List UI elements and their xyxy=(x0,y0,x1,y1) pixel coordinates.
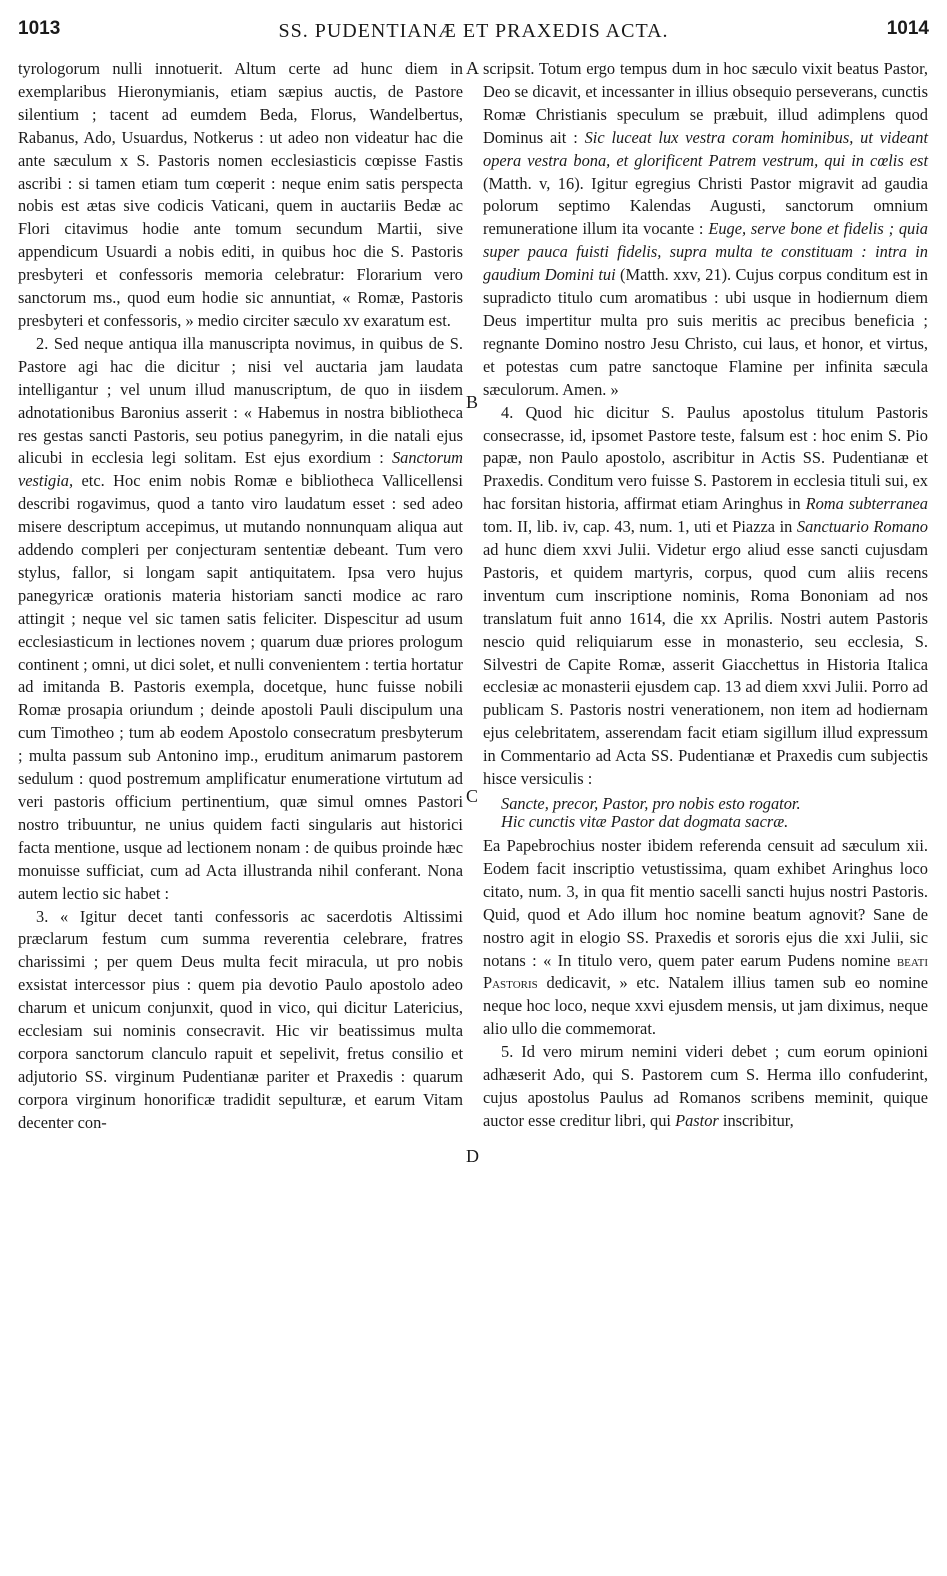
verse-line: Sancte, precor, Pastor, pro nobis esto rogator. xyxy=(501,794,801,813)
text-run: tom. II, lib. iv, cap. 43, num. 1, uti et Piazza in xyxy=(483,517,797,537)
left-paragraph-3: 3. « Igitur decet tanti confessoris ac sacerdotis Altissimi præclarum festum cum summa reverentia celebrare, fratres charissimi ; per quem Deus multa fecit miracula, ut pro nobis exsistat intercessor pius : quem pia devotio Paulo apostolo adeo charum et unicum conjunxit, quod in vico, qui dicitur Latericius, ecclesiam sui nominis consecravit. Hic vir beatissimus multa corpora sanctorum clanculo rapuit et sepelivit, fretus consilio et adjutorio SS. virginum Pudentianæ pariter et Praxedis : quarum corpora virginum honorificæ tradidit sepulturæ, et earum Vitam decenter con- xyxy=(18,906,463,1132)
page-header xyxy=(0,18,947,48)
italic-title: Roma subterranea xyxy=(805,494,928,514)
right-paragraph-4-cont xyxy=(483,835,928,1041)
text-run: Cujus corpus conditum est in supradicto titulo cum aromatibus : ubi usque in hodiernum diem Deus impertitur multa pro suis meritis ac precibus beneficia ; regnante Domino nostro Jesu Christo, cui laus, et honor, et virtus, et potestas cum patre sanctoque Flamine per infinita sæcula sæculorum. Amen. » xyxy=(483,265,928,399)
margin-mark-c: C xyxy=(466,786,479,806)
right-paragraph-1 xyxy=(483,58,928,402)
text-run: Ea Papebrochius noster ibidem referenda censuit ad sæculum xii. Eodem facit inscriptio vetustissima, quam exhibet Aringhus loco citato, num. 3, in qua fit mentio sacelli sancti hujus nostri Pastoris. Quid, quod et Ado illum hoc nomine beatum agnovit? Sane de nostro agit in elogio SS. Praxedis et sororis ejus die xxi Julii, sic notans : « In titulo vero, quem pater earum Pudens nomine xyxy=(483,836,928,970)
margin-mark-d: D xyxy=(466,1146,479,1166)
text-run: 4. Quod hic dicitur S. Paulus apostolus titulum Pastoris consecrasse, id, ipsomet Pastore teste, falsum est : hoc enim S. Pio papæ, non Paulo apostolo, ascribitur in Actis SS. Pudentianæ et Praxedis. Conditum vero fuisse S. Pastorem in ecclesia tituli sui, ex hac forsitan historia, affirmat etiam Aringhus in xyxy=(483,402,928,514)
scripture-quote: Euge, serve bone et fidelis ; quia super pauca fuisti fidelis, supra multa te constituam : intra in gaudium Domini tui xyxy=(483,219,928,285)
text-run: 5. Id vero mirum nemini videri debet ; cum eorum opinioni adhæserit Ado, qui S. Pastorem cum S. Herma illo confuderint, cujus apostolus Paulus ad Romanos scribens meminit, quique auctor esse creditur libri, qui xyxy=(483,1042,928,1130)
right-column xyxy=(483,58,928,1133)
italic-title: Pastor xyxy=(675,1110,719,1130)
margin-mark-a: A xyxy=(466,58,479,78)
margin-mark-b: B xyxy=(466,392,479,412)
scripture-ref: (Matth. xxv, 21). xyxy=(615,265,732,285)
left-column xyxy=(18,58,463,1135)
page-number-left: 1013 xyxy=(18,18,61,39)
scripture-ref: (Matth. v, 16). xyxy=(483,173,584,193)
text-run: 2. Sed neque antiqua illa manuscripta novimus, in quibus de S. Pastore agi hac die dicitur ; nisi vel auctaria jam laudata intelligantur ; vel unum illud manuscriptum, de quo in iisdem adnotationibus Baronius asserit : « Habemus in nostra bibliotheca res gestas sancti Pastoris, seu potius panegyrim, in die natali ejus alicubi in ecclesia legi solitam. Est ejus exordium : xyxy=(18,333,463,468)
verse-block xyxy=(501,795,928,831)
italic-citation: Sanctorum vestigia, xyxy=(18,448,463,491)
right-paragraph-4 xyxy=(483,402,928,791)
running-title: SS. PUDENTIANÆ ET PRAXEDIS ACTA. xyxy=(278,20,669,42)
page-number-right: 1014 xyxy=(886,18,929,39)
text-run: Igitur egregius Christi Pastor migravit ad gaudia polorum septimo Kalendas Augusti, sanctorum omnium remuneratione illum ita vocante : xyxy=(483,173,929,239)
verse-line: Hic cunctis vitæ Pastor dat dogmata sacræ. xyxy=(501,812,789,831)
right-paragraph-5 xyxy=(483,1041,928,1133)
text-run: scripsit. Totum ergo tempus dum in hoc sæculo vixit beatus Pastor, Deo se dicavit, et incessanter in illius obsequio perseverans, cunctis Romæ Christianis speculum se præbuit, illud adimplens quod Dominus ait : xyxy=(483,59,928,147)
text-run: etc. Hoc enim nobis Romæ e bibliotheca Vallicellensi describi rogavimus, quod a tanto viro laudatum esset : sed adeo misere descriptum accepimus, ut mutando nonnunquam aliqua aut addendo compleri per conjecturam sententiæ debeant. Tum vero stylus, fallor, si longam sapit antiquitatem. Ipsa vero hujus panegyricæ orationis materia historiam sancti modice ac raro attingit ; neque vel sic tamen satis feliciter. Dispescitur ad usum ecclesiasticum in lectiones novem ; quarum duæ priores prologum continent ; omni, ut dici solet, et nulli convenientem : tertia hortatur ad imitanda B. Pastoris exempla, docetque, hunc fuisse nobili Romæ prosapia oriundum ; deinde apostoli Pauli discipulum una cum Timotheo ; tum ab eodem Apostolo consecratum presbyterum ; multa passum sub Antonino imp., eruditum animarum pastorem sedulum : quod postremum amplificatur enumeratione virtutum ad veri pastoris officium pertinentium, quæ simul omnes Pastori nostro tribuuntur, ne unius quidem facti singularis aut historici facta mentione, usque ad lectionem nonam : de quibus proinde hæc monuisse sufficiat, cum ad Acta illustranda nihil conferant. Nona autem lectio sic habet : xyxy=(18,471,463,903)
text-run: inscribitur, xyxy=(718,1110,794,1130)
text-run: dedicavit, » etc. Natalem illius tamen sub eo nomine neque hoc loco, neque xxvi ejusdem mensis, ut jam diximus, neque alio ullo die commemorat. xyxy=(483,973,928,1039)
left-paragraph-1: tyrologorum nulli innotuerit. Altum certe ad hunc diem in exemplaribus Hieronymianis, etiam sæpius auctis, de Pastore silentium ; tacent ad eumdem Beda, Florus, Wandelbertus, Rabanus, Ado, Usuardus, Notkerus : ut adeo non videatur hac die ante sæculum x S. Pastoris nomen ecclesiasticis cœpisse Fastis ascribi : si tamen etiam tum cœperit : neque enim satis perspecta nobis est ætas sive codicis Vaticani, quem in auctariis Bedæ ac Flori citavimus hodie ante tomum secundum Martii, sive appendicum Usuardi a nobis editi, in quibus hoc die S. Pastoris presbyteri et confessoris memoria celebratur: Florarium vero sanctorum ms., quod eum hodie sic annuntiat, « Romæ, Pastoris presbyteri et confessoris, » medio circiter sæculo xv exaratum est. xyxy=(18,59,463,330)
italic-title: Sanctuario Romano xyxy=(796,517,928,537)
scripture-quote: Sic luceat lux vestra coram hominibus, ut videant opera vestra bona, et glorificent Patrem vestrum, qui in cœlis est xyxy=(483,127,928,170)
small-caps-text: beati Pastoris xyxy=(483,950,928,993)
left-paragraph-2 xyxy=(18,333,463,906)
text-run: ad hunc diem xxvi Julii. Videtur ergo aliud esse sancti cujusdam Pastoris, et quidem martyris, corpus, quod cum aliis recens inventum cum inscriptione nominis, Roma Bononiam ad nos translatum fuit anno 1614, die xx Aprilis. Nostri autem Pastoris nescio quid reliquiarum esse in monasterio, seu ecclesia, S. Silvestri de Capite Romæ, asserit Giacchettus in Historia Italica ecclesiæ ac monasterii ejusdem cap. 13 ad diem xxvi Julii. Porro ad publicam S. Pastoris nostri venerationem, non item ad hodiernam ejus celebritatem, asserendam facit etiam sigillum illud expressum in Commentario ad Acta SS. Pudentianæ et Praxedis cum subjectis hisce versiculis : xyxy=(483,540,928,789)
